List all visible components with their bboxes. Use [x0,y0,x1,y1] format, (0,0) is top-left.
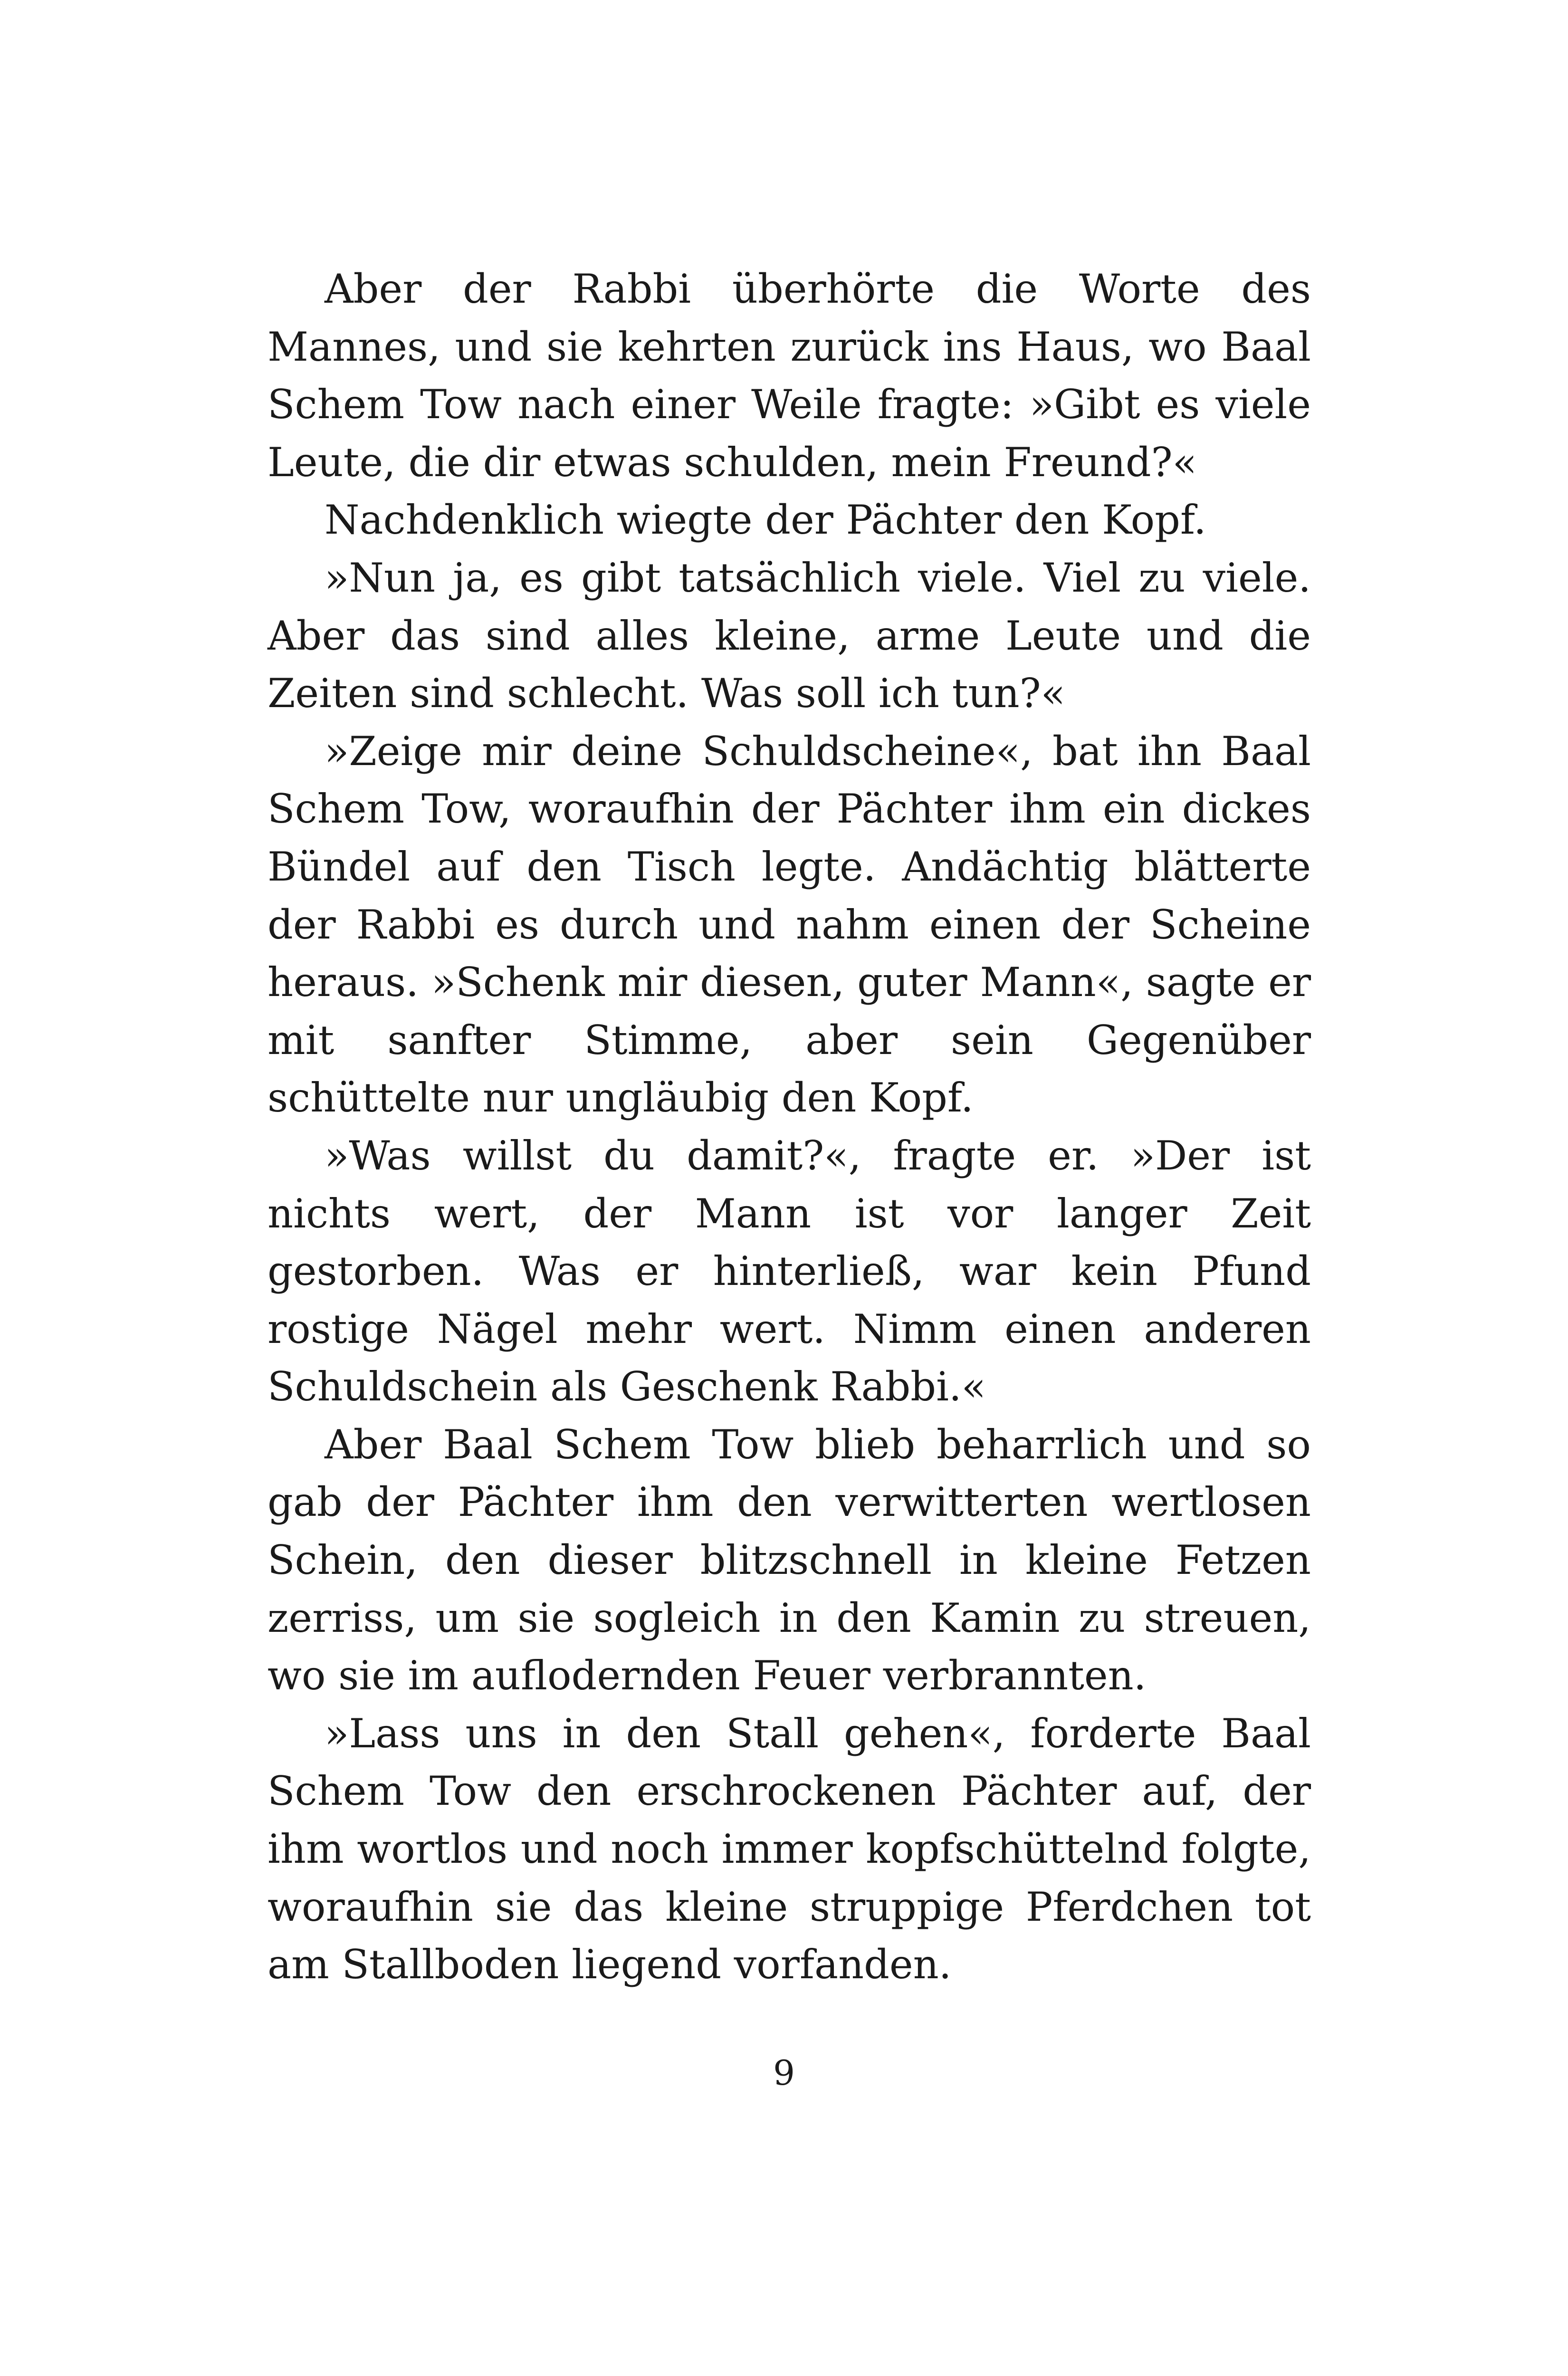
paragraph-3: »Nun ja, es gibt tatsächlich viele. Viel zu viele. Aber das sind alles kleine, arme Leute und die Zeiten sind schlecht. Was soll ich tun?« [268,554,1311,717]
paragraph-7: »Lass uns in den Stall gehen«, forderte Baal Schem Tow den erschrockenen Pächter auf, der ihm wortlos und noch immer kopfschüttelnd folgte, woraufhin sie das kleine struppige Pferdchen tot am Stallboden liegend vorfanden. [268,1710,1311,1988]
paragraph-1: Aber der Rabbi überhörte die Worte des Mannes, und sie kehrten zurück ins Haus, wo Baal Schem Tow nach einer Weile fragte: »Gibt es viele Leute, die dir etwas schulden, mein Freund?« [268,266,1311,486]
paragraph-4: »Zeige mir deine Schuldscheine«, bat ihn Baal Schem Tow, woraufhin der Pächter ihm ein dickes Bündel auf den Tisch legte. Andächtig blätterte der Rabbi es durch und nahm einen der Scheine heraus. »Schenk mir diesen, guter Mann«, sagte er mit sanfter Stimme, aber sein Gegenüber schüttelte nur ungläubig den Kopf. [268,728,1311,1121]
paragraph-5: »Was willst du damit?«, fragte er. »Der ist nichts wert, der Mann ist vor langer Zeit gestorben. Was er hinterließ, war kein Pfund rostige Nägel mehr wert. Nimm einen anderen Schuldschein als Geschenk Rabbi.« [268,1132,1311,1410]
body-text [268,260,1311,1994]
paragraph-2: Nachdenklich wiegte der Pächter den Kopf. [325,497,1206,544]
page-number: 9 [773,2053,795,2093]
paragraph-6: Aber Baal Schem Tow blieb beharrlich und so gab der Pächter ihm den verwitterten wertlosen Schein, den dieser blitzschnell in kleine Fetzen zerriss, um sie sogleich in den Kamin zu streuen, wo sie im auflodernden Feuer verbrannten. [268,1421,1311,1699]
